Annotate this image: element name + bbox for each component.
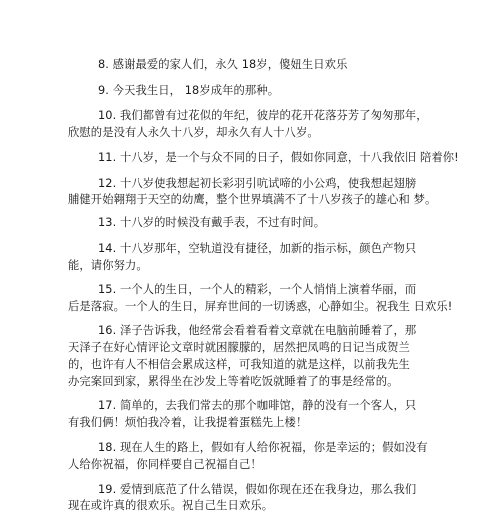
item-10-line-1: 10. 我们都曾有过花似的年纪，彼岸的花开花落芬芳了匆匆那年， xyxy=(98,109,428,122)
item-16-line-1: 16. 泽子告诉我，他经常会看着看着文章就在电脑前睡着了，那 xyxy=(98,324,417,337)
item-16-line-2: 天泽子在好心情评论文章时就困朦朦的，居然把凤鸣的日记当成贺兰 xyxy=(68,341,410,354)
item-13-line-1: 13. 十八岁的时候没有戴手表，不过有时间。 xyxy=(98,216,326,229)
item-10-line-2: 欣慰的是没有人永久十八岁，却永久有人十八岁。 xyxy=(68,126,319,139)
item-8-line-1: 8. 感谢最爱的家人们，永久 18岁，傻妞生日欢乐 xyxy=(98,58,348,71)
item-16-line-4: 办完案回到家，累得坐在沙发上等着吃饭就睡着了的事是经常的。 xyxy=(68,375,399,388)
item-14-line-2: 能，请你努力。 xyxy=(68,259,148,272)
item-12-line-2: 脯健开始翱翔于天空的幼鹰，整个世界填满不了十八岁孩子的雄心和 梦。 xyxy=(68,193,437,206)
item-15-line-2: 后是落寂。一个人的生日，屏弃世间的一切诱惑，心静如尘。祝我生 日欢乐! xyxy=(68,300,453,313)
item-15-line-1: 15. 一个人的生日，一个人的精彩，一个人悄悄上演着华丽，而 xyxy=(98,283,417,296)
item-17-line-2: 有我们俩！烦怕我冷着，让我提着蛋糕先上楼！ xyxy=(68,416,308,429)
item-14-line-1: 14. 十八岁那年，空轨道没有捷径，加新的指示标，颜色产物只 xyxy=(98,242,417,255)
item-19-line-2: 现在或许真的很欢乐。祝自己生日欢乐。 xyxy=(68,499,274,512)
item-19-line-1: 19. 爱情到底范了什么错误，假如你现在还在我身边，那么我们 xyxy=(98,483,417,496)
item-12-line-1: 12. 十八岁使我想起初长彩羽引吭试啼的小公鸡，使我想起翅膀 xyxy=(98,177,417,190)
item-18-line-2: 人给你祝福，你同样要自己祝福自己！ xyxy=(68,458,262,471)
item-9-line-1: 9. 今天我生日， 18岁成年的那种。 xyxy=(98,84,280,97)
item-17-line-1: 17. 简单的，去我们常去的那个咖啡馆，静的没有一个客人，只 xyxy=(98,399,417,412)
item-18-line-1: 18. 现在人生的路上，假如有人给你祝福，你是幸运的；假如没有 xyxy=(98,441,428,454)
item-11-line-1: 11. 十八岁，是一个与众不同的日子，假如你同意，十八我依旧 陪着你! xyxy=(98,151,459,164)
item-16-line-3: 的，也许有人不相信会累成这样，可我知道的就是这样，以前我先生 xyxy=(68,358,410,371)
